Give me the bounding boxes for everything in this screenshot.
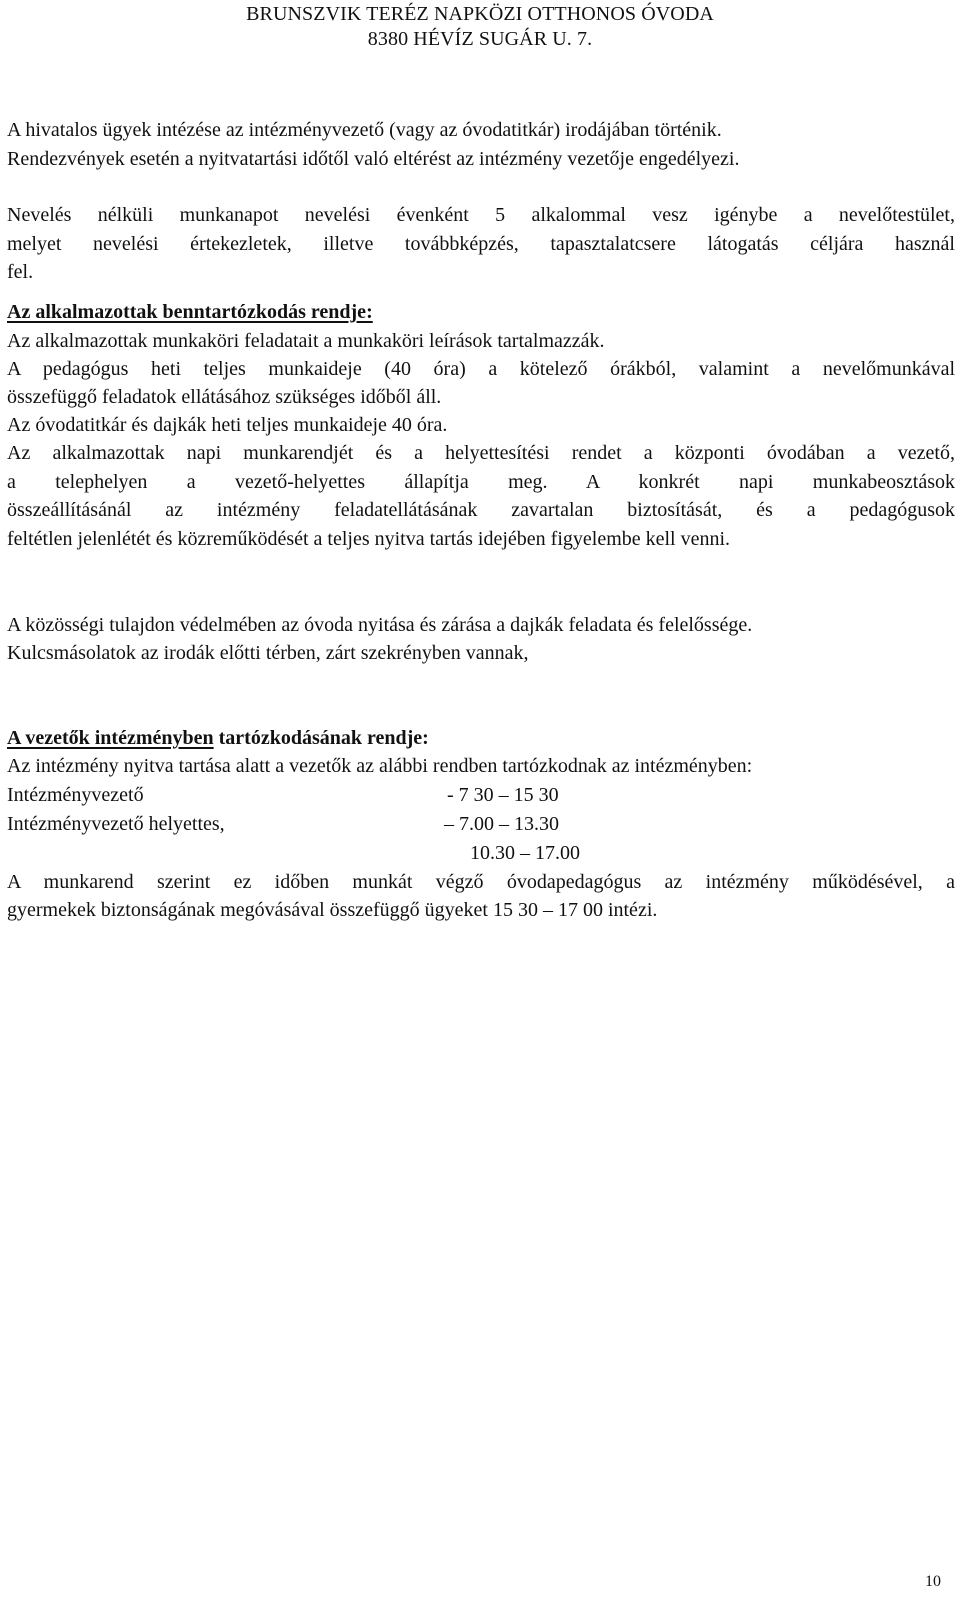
paragraph-line: Az alkalmazottak munkaköri feladatait a munkaköri leírások tartalmazzák.	[7, 330, 605, 352]
header-institution-name: BRUNSZVIK TERÉZ NAPKÖZI OTTHONOS ÓVODA	[246, 3, 714, 25]
paragraph-line: feltétlen jelenlétét és közreműködését a teljes nyitva tartás idejében figyelembe kell venni.	[7, 528, 731, 550]
paragraph-line: Az óvodatitkár és dajkák heti teljes munkaideje 40 óra.	[7, 414, 448, 436]
paragraph-line: összefüggő feladatok ellátásához szükséges időből áll.	[7, 386, 442, 408]
paragraph-line: fel.	[7, 261, 34, 283]
paragraph-line: melyet nevelési értekezletek, illetve továbbképzés, tapasztalatcsere látogatás céljára használ	[7, 233, 955, 255]
paragraph-line: A pedagógus heti teljes munkaideje (40 óra) a kötelező órákból, valamint a nevelőmunkával	[7, 358, 955, 380]
schedule-time: - 7 30 – 15 30	[447, 784, 559, 806]
heading-part: tartózkodásának rendje:	[213, 727, 429, 749]
schedule-time: – 7.00 – 13.30	[444, 813, 559, 835]
schedule-label: Intézményvezető	[7, 784, 144, 806]
section-heading-leaders	[7, 724, 429, 752]
schedule-time: 10.30 – 17.00	[470, 842, 580, 864]
paragraph-line: Nevelés nélküli munkanapot nevelési évenként 5 alkalommal vesz igénybe a nevelőtestület,	[7, 204, 955, 226]
page-number: 10	[925, 1573, 941, 1590]
paragraph-line: A munkarend szerint ez időben munkát végző óvodapedagógus az intézmény működésével, a	[7, 871, 955, 893]
document-header	[0, 2, 960, 52]
paragraph-line: Kulcsmásolatok az irodák előtti térben, zárt szekrényben vannak,	[7, 642, 529, 664]
paragraph-line: Az intézmény nyitva tartása alatt a vezetők az alábbi rendben tartózkodnak az intézményben:	[7, 755, 753, 777]
section-heading-employees: Az alkalmazottak benntartózkodás rendje:	[7, 301, 373, 323]
paragraph-line: Rendezvények esetén a nyitvatartási időtől való eltérést az intézmény vezetője engedélyezi.	[7, 148, 740, 170]
paragraph-line: A közösségi tulajdon védelmében az óvoda nyitása és zárása a dajkák feladata és felelőssége.	[7, 614, 753, 636]
paragraph-line: Az alkalmazottak napi munkarendjét és a helyettesítési rendet a központi óvodában a vezető,	[7, 442, 955, 464]
heading-part: A vezetők intézményben	[7, 727, 214, 749]
header-address: 8380 HÉVÍZ SUGÁR U. 7.	[367, 28, 593, 50]
paragraph-line: összeállításánál az intézmény feladatellátásának zavartalan biztosítását, és a pedagógusok	[7, 499, 955, 521]
schedule-label: Intézményvezető helyettes,	[7, 813, 225, 835]
paragraph-line: A hivatalos ügyek intézése az intézményvezető (vagy az óvodatitkár) irodájában történik.	[7, 119, 722, 141]
paragraph-line: a telephelyen a vezető-helyettes állapítja meg. A konkrét napi munkabeosztások	[7, 471, 955, 493]
paragraph-line: gyermekek biztonságának megóvásával összefüggő ügyeket 15 30 – 17 00 intézi.	[7, 899, 658, 921]
